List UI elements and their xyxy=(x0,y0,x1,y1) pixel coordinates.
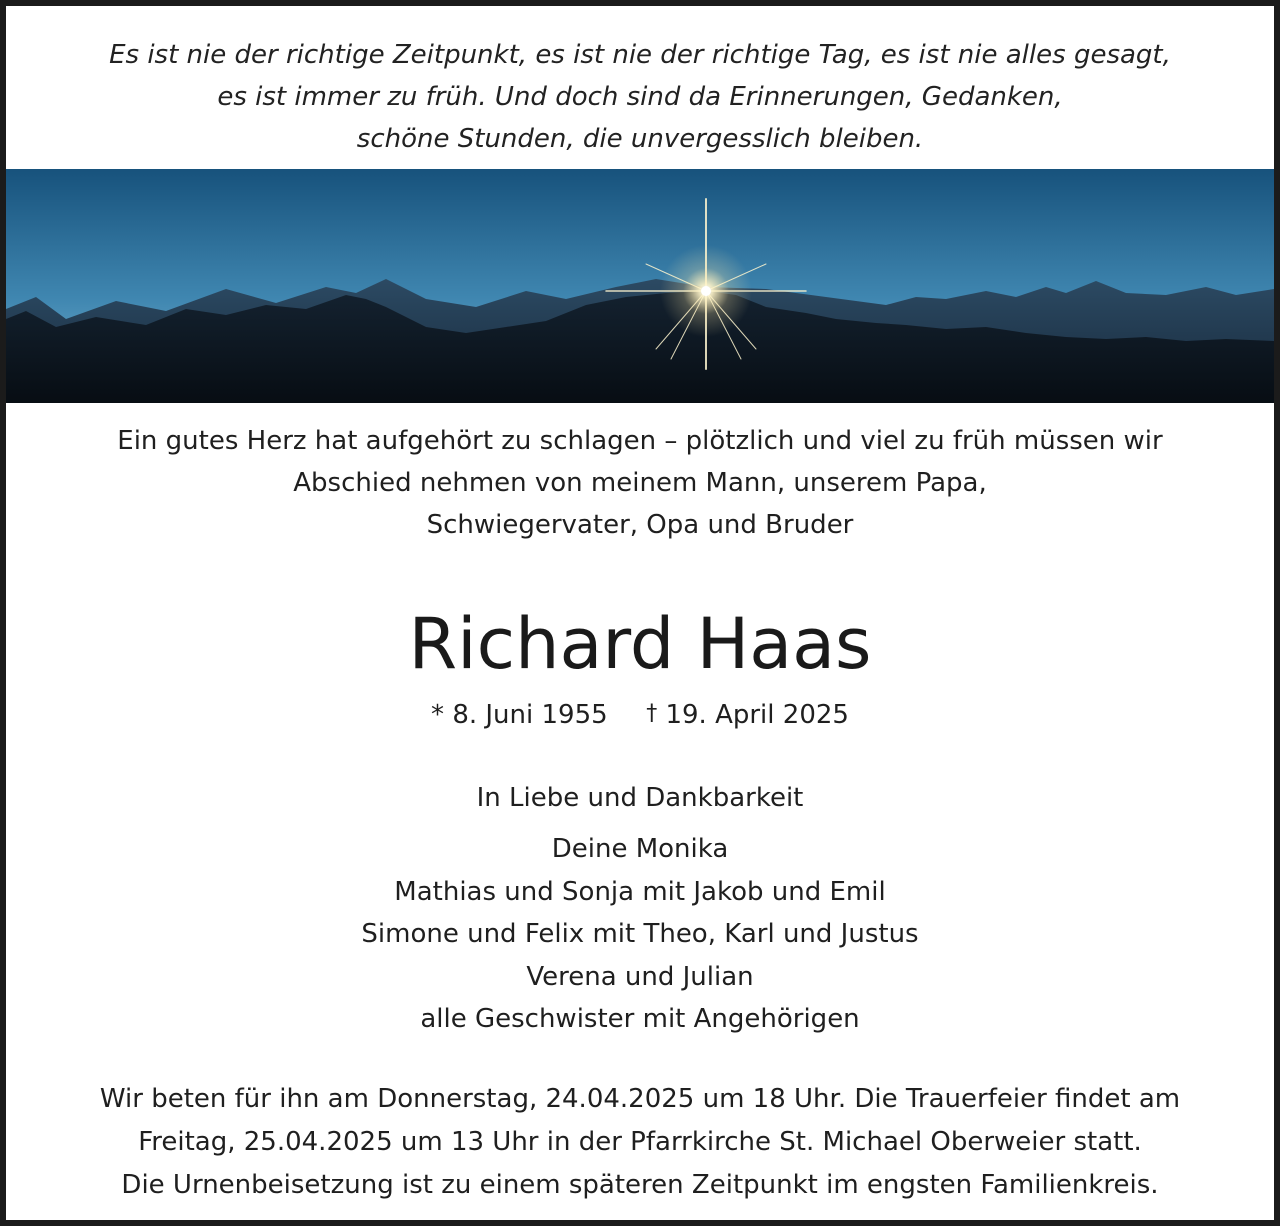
quote-line: Es ist nie der richtige Zeitpunkt, es ist nie der richtige Tag, es ist nie alles gesagt, xyxy=(109,40,1171,70)
mountain-sunrise-image xyxy=(6,169,1274,403)
mourners-list xyxy=(6,828,1274,1041)
mourner-line: Simone und Felix mit Theo, Karl und Justus xyxy=(361,919,919,949)
funeral-notice xyxy=(6,1078,1274,1207)
notice-line: Freitag, 25.04.2025 um 13 Uhr in der Pfarrkirche St. Michael Oberweier statt. xyxy=(138,1127,1142,1157)
mourner-line: Mathias und Sonja mit Jakob und Emil xyxy=(394,876,886,907)
life-dates xyxy=(6,694,1274,735)
quote-line: es ist immer zu früh. Und doch sind da Erinnerungen, Gedanken, xyxy=(217,82,1063,112)
notice-line: Die Urnenbeisetzung ist zu einem späteren Zeitpunkt im engsten Familienkreis. xyxy=(121,1170,1159,1200)
deceased-name: Richard Haas xyxy=(408,603,872,685)
intro-line: Abschied nehmen von meinem Mann, unserem Papa, xyxy=(293,468,987,498)
intro-line: Ein gutes Herz hat aufgehört zu schlagen – plötzlich und viel zu früh müssen wir xyxy=(117,426,1163,456)
intro-line: Schwiegervater, Opa und Bruder xyxy=(426,510,854,540)
birth-symbol: * xyxy=(431,700,445,730)
mourners-heading: In Liebe und Dankbarkeit xyxy=(476,783,804,813)
mourner-line: Deine Monika xyxy=(551,834,729,864)
cross-icon: † xyxy=(646,701,658,726)
memorial-quote xyxy=(6,34,1274,160)
death-date: 19. April 2025 xyxy=(665,700,849,730)
intro-text xyxy=(6,420,1274,546)
notice-line: Wir beten für ihn am Donnerstag, 24.04.2025 um 18 Uhr. Die Trauerfeier findet am xyxy=(99,1084,1181,1114)
birth-date: 8. Juni 1955 xyxy=(452,700,608,730)
mourner-line: Verena und Julian xyxy=(526,961,754,992)
mourner-line: alle Geschwister mit Angehörigen xyxy=(420,1004,860,1034)
quote-line: schöne Stunden, die unvergesslich bleiben. xyxy=(356,124,924,154)
